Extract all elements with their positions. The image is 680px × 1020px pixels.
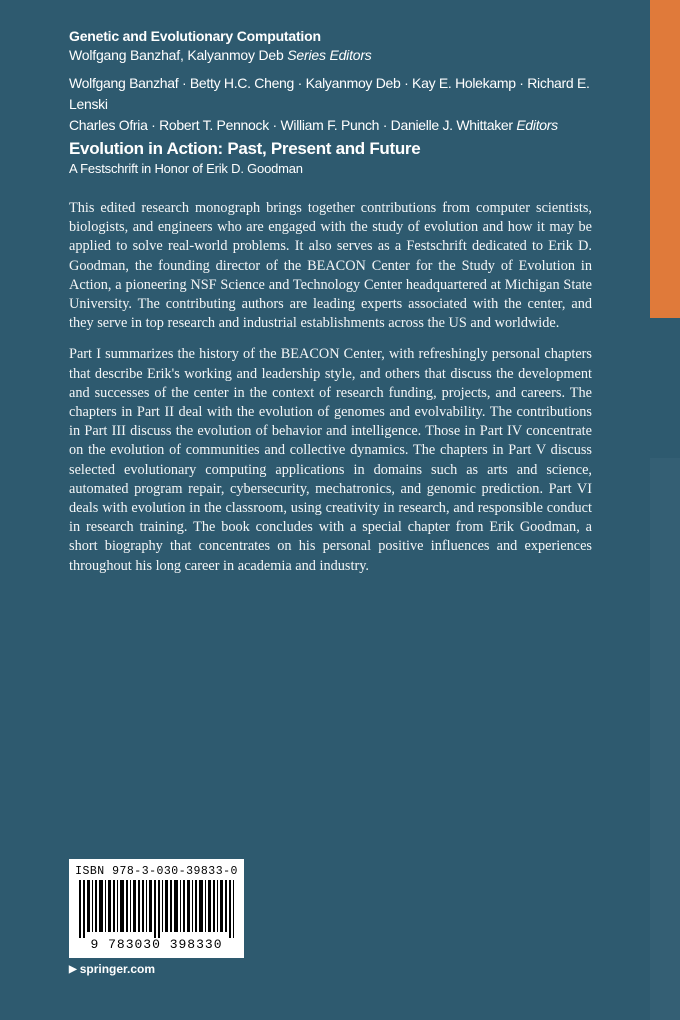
spine-accent-bottom [650, 458, 680, 1020]
blurb-paragraph-1: This edited research monograph brings together contributions from computer scientists, biologists, and engineers who are engaged with the study of evolution and how it may be applied to solve real-world problems. It also serves as a Festschrift dedicated to Erik D. Goodman, the founding director of the BEACON Center for the Study of Evolution in Action, a pioneering NSF Science and Technology Center headquartered at Michigan State University. The contributing authors are leading experts associated with the center, and they serve in top research and industrial establishments across the US and worldwide. [69, 200, 592, 332]
book-editors-line2-names: Charles Ofria · Robert T. Pennock · William F. Punch · Danielle J. Whittaker [69, 117, 513, 133]
cover-header [69, 27, 629, 178]
barcode-digits: 9 783030 398330 [90, 937, 223, 952]
publisher-label: springer.com [79, 962, 156, 976]
series-title: Genetic and Evolutionary Computation [69, 28, 321, 44]
blurb [69, 199, 592, 588]
series-editors [69, 45, 629, 65]
spine-accent-mid [650, 318, 680, 458]
barcode-box [69, 859, 244, 958]
series-editors-names: Wolfgang Banzhaf, Kalyanmoy Deb [69, 47, 284, 63]
series-editors-role: Series Editors [287, 47, 372, 63]
arrow-right-icon: ▶ [69, 963, 77, 975]
book-title: Evolution in Action: Past, Present and Future [69, 139, 421, 158]
book-editors [69, 73, 629, 136]
spine-accent-orange [650, 0, 680, 318]
book-subtitle: A Festschrift in Honor of Erik D. Goodman [69, 161, 303, 176]
book-editors-line2 [69, 115, 629, 136]
publisher-link[interactable] [69, 962, 155, 976]
book-editors-role: Editors [516, 117, 558, 133]
barcode-bars [79, 880, 234, 938]
isbn-label: ISBN 978-3-030-39833-0 [75, 865, 238, 878]
blurb-paragraph-2: Part I summarizes the history of the BEACON Center, with refreshingly personal chapters that describe Erik's working and leadership style, and others that discuss the development and successes of the center in the context of research funding, projects, and careers. The chapters in Part II deal with the evolution of genomes and evolvability. The contributions in Part III discuss the evolution of behavior and intelligence. Those in Part IV concentrate on the evolution of communities and collective dynamics. The chapters in Part V discuss selected evolutionary computing applications in domains such as arts and science, automated program repair, cybersecurity, mechatronics, and genomic prediction. Part VI deals with evolution in the classroom, using creativity in research, and responsible conduct in research training. The book concludes with a special chapter from Erik Goodman, a short biography that concentrates on his personal positive influences and experiences throughout his long career in academia and industry. [69, 346, 592, 574]
book-editors-line1: Wolfgang Banzhaf · Betty H.C. Cheng · Kalyanmoy Deb · Kay E. Holekamp · Richard E. Lenski [69, 75, 590, 112]
